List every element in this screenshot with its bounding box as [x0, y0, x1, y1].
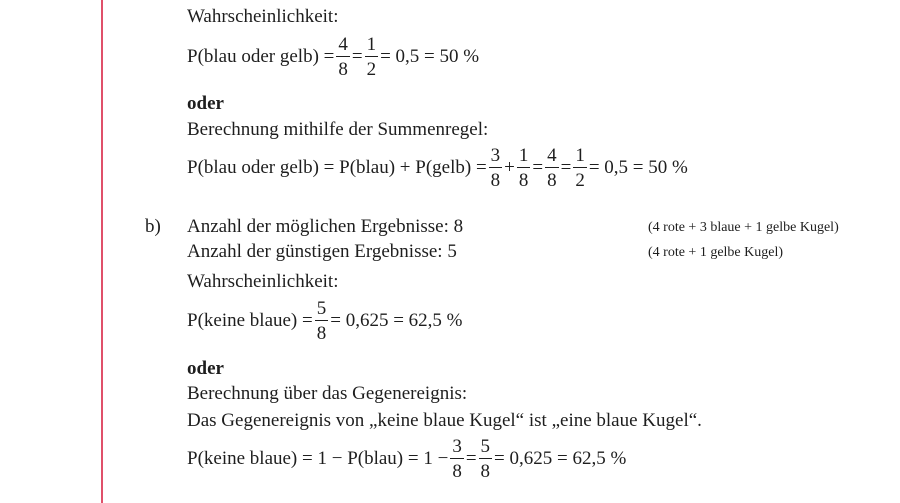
- equation-rhs: = 0,625 = 62,5 %: [494, 448, 627, 469]
- favorable-results-text: Anzahl der günstigen Ergebnisse: 5: [187, 241, 457, 262]
- part-b-label: b): [145, 216, 161, 237]
- equals-sign: =: [465, 448, 477, 469]
- equation-lhs: P(keine blaue) =: [187, 310, 313, 331]
- fraction: $\frac{1}{8}$: [518, 145, 529, 191]
- equation-rhs: = 0,5 = 50 %: [588, 157, 688, 178]
- probability-label-1: Wahrscheinlichkeit:: [187, 6, 339, 27]
- equation-rhs: = 0,625 = 62,5 %: [330, 310, 463, 331]
- equation-lhs: P(blau oder gelb) = P(blau) + P(gelb) =: [187, 157, 487, 178]
- equation-keine-blaue: [187, 299, 463, 343]
- probability-label-2: Wahrscheinlichkeit:: [187, 271, 339, 292]
- fraction: $\frac{1}{2}$: [366, 34, 377, 80]
- equation-sum-rule: [187, 146, 688, 190]
- equation-rhs: = 0,5 = 50 %: [380, 46, 480, 67]
- complement-text: Berechnung über das Gegenereignis:: [187, 383, 468, 404]
- fraction: $\frac{4}{8}$: [547, 145, 557, 191]
- equation-lhs: P(keine blaue) = 1 − P(blau) = 1 −: [187, 448, 449, 469]
- favorable-results-note: (4 rote + 1 gelbe Kugel): [648, 245, 784, 260]
- oder-heading-2: oder: [187, 358, 224, 379]
- fraction: $\frac{4}{8}$: [338, 34, 348, 80]
- oder-heading-1: oder: [187, 93, 224, 114]
- equation-complement: [187, 437, 626, 481]
- complement-statement: Das Gegenereignis von „keine blaue Kugel“ ist „eine blaue Kugel“.: [187, 410, 702, 431]
- fraction: $\frac{3}{8}$: [490, 145, 501, 191]
- fraction: $\frac{3}{8}$: [452, 436, 462, 482]
- equation-lhs: P(blau oder gelb) =: [187, 46, 335, 67]
- equation-blau-oder-gelb: [187, 35, 479, 79]
- equals-sign: =: [560, 157, 572, 178]
- fraction: $\frac{1}{2}$: [575, 145, 585, 191]
- plus-sign: +: [504, 157, 515, 178]
- possible-results-note: (4 rote + 3 blaue + 1 gelbe Kugel): [648, 220, 839, 235]
- equals-sign: =: [532, 157, 544, 178]
- possible-results-text: Anzahl der möglichen Ergebnisse: 8: [187, 216, 464, 237]
- equals-sign: =: [351, 46, 363, 67]
- fraction: $\frac{5}{8}$: [480, 436, 491, 482]
- fraction: $\frac{5}{8}$: [316, 298, 327, 344]
- sum-rule-text: Berechnung mithilfe der Summenregel:: [187, 119, 489, 140]
